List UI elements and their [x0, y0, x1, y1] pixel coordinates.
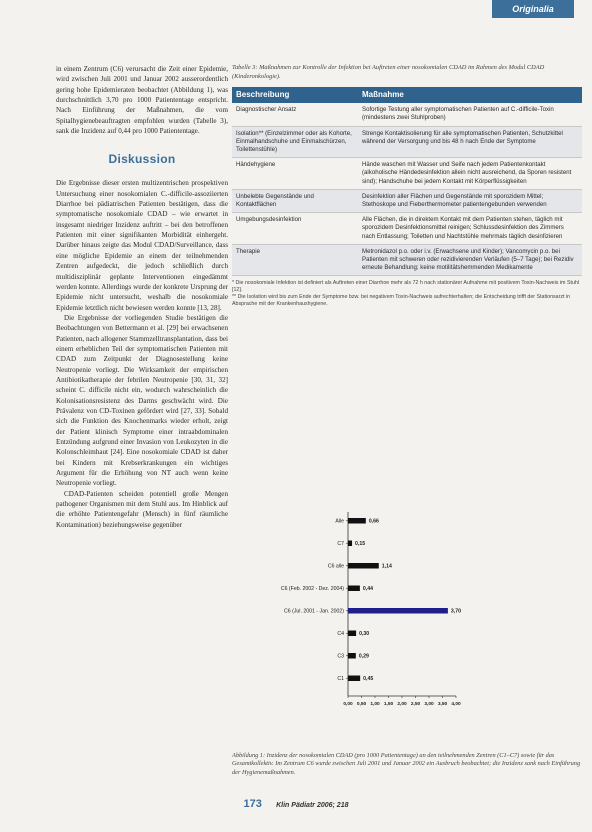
- footnote: * Die nosokomiale Infektion ist definiert als Auftreten einer Diarrhoe mehr als 72 h nach stationärer Aufnahme mit positivem Toxin-Nachweis im Stuhl [12].: [232, 280, 580, 294]
- category-label: C6 (Jul. 2001 - Jan. 2002): [284, 608, 344, 615]
- x-tick-label: 0,50: [356, 702, 367, 707]
- table-row: [232, 189, 582, 212]
- table-cell-measure: Desinfektion aller Flächen und Gegenstände mit sporozidem Mittel; Stethoskope und Fieberthermometer patientengebunden verwenden: [358, 189, 582, 212]
- table-cell-description: Isolation** (Einzelzimmer oder als Kohorte, Einmalhandschuhe und Einmalschürzen, Toilettenstühle): [232, 126, 358, 158]
- table-caption: Tabelle 3: Maßnahmen zur Kontrolle der Infektion bei Auftreten einer nosokomialen CDAD im Rahmen des Modul CDAD (Kinderonkologie).: [232, 64, 545, 80]
- paragraph-discussion-1: Die Ergebnisse dieser ersten multizentrischen prospektiven Untersuchung einer nosokomialen C.-difficile-assoziierten Diarrhoe bei pädiatrischen Patienten bestätigen, dass die symptomatische nosokomiale CDAD – wie erwartet in insgesamt niedriger Inzidenz auftritt – bei den betroffenen Patienten mit einer signifikanten Morbidität einhergeht. Darüber hinaus zeigte das Modul CDAD/Surveillance, dass eine mögliche Epidemie an einem der teilnehmenden Zentren aufgedeckt, die jedoch schließlich durch multidisziplinär geplante Interventionen eingedämmt werden konnte. Allerdings wurde der konkrete Ursprung der Epidemie nicht untersucht, weshalb die nosokomiale Epidemie letztlich nicht bewiesen werden konnte [13, 28].: [56, 179, 228, 312]
- bar-value-label: 0,45: [363, 676, 374, 683]
- table-header-measure: Maßnahme: [358, 87, 582, 103]
- table-row: [232, 213, 582, 245]
- table-cell-measure: Alle Flächen, die in direktem Kontakt mit dem Patienten stehen, täglich mit sporozidem Desinfektionsmittel reinigen; Schlussdesinfektion des Zimmers nach Entlassung; Toiletten und Nachtstühle mehrmals täglich desinfizieren: [358, 213, 582, 245]
- category-label: C1: [337, 676, 344, 683]
- bar: [348, 541, 352, 547]
- table-cell-measure: Metronidazol p.o. oder i.v. (Erwachsene und Kinder); Vancomycin p.o. bei Patienten mit schweren oder rezidivierenden Verläufen (5–7 Tage); bei Rezidiv erneute Behandlung; keine motilitätshemmenden Medikamente: [358, 244, 582, 276]
- table-row: [232, 103, 582, 126]
- category-label: C4: [337, 631, 344, 638]
- x-tick-label: 2,50: [410, 702, 421, 707]
- table-cell-description: Therapie: [232, 244, 358, 276]
- incidence-chart: [250, 508, 466, 753]
- table-cell-measure: Sofortige Testung aller symptomatischen Patienten auf C.-difficile-Toxin (mindestens zwei Stuhlproben): [358, 103, 582, 126]
- table-cell-description: Unbelebte Gegenstände und Kontaktflächen: [232, 189, 358, 212]
- bar: [348, 518, 366, 524]
- page-number: 173: [243, 798, 262, 810]
- table-footnotes: [232, 280, 582, 308]
- bar-value-label: 0,15: [355, 541, 366, 548]
- x-tick-label: 1,00: [370, 702, 380, 707]
- journal-reference: Klin Pädiatr 2006; 218: [276, 802, 349, 809]
- bar: [348, 608, 448, 614]
- section-heading-discussion: Diskussion: [108, 152, 176, 167]
- bar: [348, 563, 379, 569]
- bar: [348, 653, 356, 659]
- table-cell-description: Umgebungsdesinfektion: [232, 213, 358, 245]
- footnote: ** Die Isolation wird bis zum Ende der Symptome bzw. bei negativem Toxin-Nachweis aufrechterhalten; die Entscheidung trifft der Stationsarzt in Absprache mit der Krankenhaushygiene.: [232, 294, 571, 308]
- x-tick-label: 3,00: [424, 702, 434, 707]
- bar-value-label: 3,70: [450, 608, 462, 615]
- table-row: [232, 126, 582, 158]
- paragraph-discussion-2: Die Ergebnisse der vorliegenden Studie bestätigen die Beobachtungen von Bettermann et al. [29] bei erwachsenen Patienten, nach allogener Stammzelltransplantation, dass bei einem erheblichen Teil der symptomatischen Patienten mit CDAD zum Zeitpunkt der Diagnosestellung keine Neutropenie vorliegt. Die Wirksamkeit der empirischen Antibiotikatherapie der febrilen Neutropenie [30, 31, 32] scheint C. difficile nicht ein, wodurch wahrscheinlich die Kolonisationsresistenz des Darms geschwächt wird. Die Prävalenz von CD-Toxinen gefördert wird [27, 33]. Sobald sich die Funktion des Knochenmarks wieder erholt, zeigt der Patient klinisch Symptome einer intraabdominalen Entzündung aufgrund einer Invasion von Leukozyten in die Kolonschleimhaut [24]. Eine nosokomiale CDAD ist daher bei Kindern mit Krebserkrankungen ein wichtiges Argument für die Erhöhung von NT auch wenn keine Neutropenie vorliegt.: [56, 313, 228, 488]
- category-label: Alle: [335, 518, 344, 525]
- bar-value-label: 0,44: [362, 586, 373, 593]
- x-tick-label: 3,50: [437, 702, 448, 707]
- x-tick-label: 2,00: [397, 702, 407, 707]
- figure-caption: Abbildung 1: Inzidenz der nosokomialen CDAD (pro 1000 Patiententage) an den teilnehmenden Zentren (C1–C7) sowie für das Gesamtkollektiv. Im Zentrum C6 wurde zwischen Juli 2001 und Januar 2002 ein Ausbruch beobachtet; die Inzidenz sank nach Einführung der Hygienemaßnahmen.: [232, 752, 581, 776]
- page-footer: [0, 798, 592, 810]
- table-header-description: Beschreibung: [232, 87, 358, 103]
- x-tick-label: 0,00: [343, 702, 353, 707]
- paragraph-results: in einem Zentrum (C6) verursacht die Zeit einer Epidemie, wird zwischen Juli 2001 und Januar 2002 ausserordentlich gering hohe Epidemieraten beobachtet (Abbildung 1), was durchschnittlich 3,70 pro 1000 Patiententage entspricht. Nach Einführung der Maßnahmen, die vom Spitalhygienebeauftragten empfohlen wurden (Tabelle 3), sank die Inzidenz auf 0,44 pro 1000 Patiententage.: [56, 65, 228, 136]
- bar-value-label: 0,30: [359, 631, 370, 638]
- table-cell-measure: Strenge Kontaktisolierung für alle symptomatischen Patienten, Schutzkittel während der Versorgung und bis 48 h nach Ende der Symptome: [358, 126, 582, 158]
- paragraph-discussion-3: CDAD-Patienten scheiden potentiell große Mengen pathogener Organismen mit dem Stuhl aus. Im Hinblick auf die erhöhte Patientengefahr (Mensch) in fünf räumliche Kontamination) beziehungsweise gegenüber: [56, 489, 228, 529]
- x-tick-label: 4,00: [451, 702, 461, 707]
- bar-value-label: 1,14: [381, 563, 392, 570]
- section-tag: Originalia: [492, 0, 574, 18]
- bar-value-label: 0,29: [358, 653, 369, 660]
- measures-table: [232, 87, 582, 276]
- table-cell-description: Händehygiene: [232, 158, 358, 190]
- category-label: C3: [337, 653, 344, 660]
- bar: [348, 631, 356, 637]
- x-tick-label: 1,50: [383, 702, 394, 707]
- table-header-row: [232, 87, 582, 103]
- table-row: [232, 158, 582, 190]
- table-row: [232, 244, 582, 276]
- bar-value-label: 0,66: [368, 518, 379, 525]
- incidence-bar-chart: [250, 508, 466, 748]
- category-label: C6 (Feb. 2002 - Dez. 2004): [280, 586, 344, 593]
- right-column: [232, 64, 582, 308]
- category-label: C7: [337, 541, 344, 548]
- bar: [348, 586, 360, 592]
- category-label: C6 alle: [327, 563, 344, 570]
- table-cell-description: Diagnostischer Ansatz: [232, 103, 358, 126]
- left-column: [56, 64, 228, 530]
- table-cell-measure: Hände waschen mit Wasser und Seife nach jedem Patientenkontakt (alkoholische Händedesinfektion allein nicht ausreichend, da Sporen resistent sind); Handschuhe bei jedem Kontakt mit Körperflüssigkeiten: [358, 158, 582, 190]
- bar: [348, 676, 360, 682]
